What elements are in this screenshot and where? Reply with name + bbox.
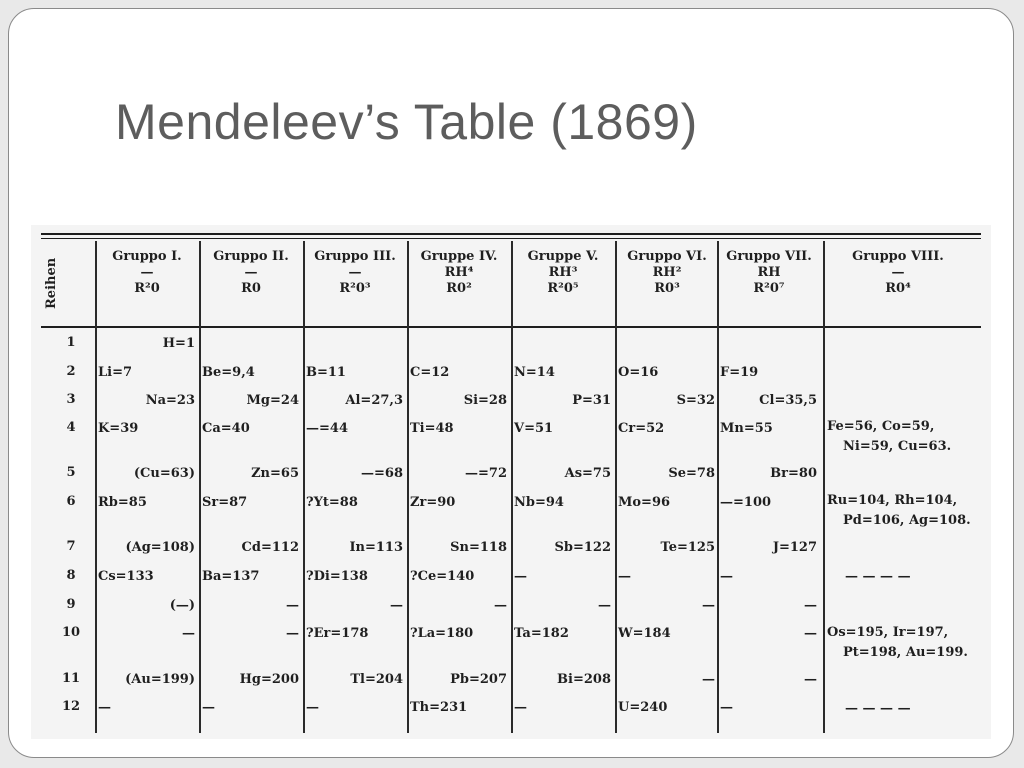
element-cell: H=1 xyxy=(162,336,195,351)
group-header xyxy=(717,249,821,297)
header-oxide: R0 xyxy=(241,281,261,296)
header-hydride: RH³ xyxy=(548,265,578,280)
reihen-label: Reihen xyxy=(44,257,59,309)
element-cell: ?Er=178 xyxy=(306,626,369,641)
element-cell: Br=80 xyxy=(770,466,817,481)
header-oxide: R²0⁷ xyxy=(753,281,785,296)
element-cell: Ta=182 xyxy=(514,626,569,641)
header-hydride: RH² xyxy=(652,265,682,280)
header-hydride: — xyxy=(244,265,258,280)
column-divider xyxy=(303,241,305,733)
group-header xyxy=(303,249,407,297)
column-divider xyxy=(511,241,513,733)
header-oxide: R0² xyxy=(446,281,472,296)
element-cell: Zn=65 xyxy=(251,466,299,481)
element-cell: Sb=122 xyxy=(554,540,611,555)
row-number: 1 xyxy=(66,335,76,350)
column-divider xyxy=(717,241,719,733)
element-cell: — xyxy=(306,700,319,715)
row-number: 6 xyxy=(66,494,76,509)
element-cell: ?Yt=88 xyxy=(306,495,358,510)
element-cell: F=19 xyxy=(720,365,759,380)
element-cell: — xyxy=(514,569,527,584)
element-cell: P=31 xyxy=(572,393,611,408)
header-name: Gruppo VIII. xyxy=(852,249,944,264)
column-divider xyxy=(95,241,97,733)
element-cell: B=11 xyxy=(306,365,346,380)
element-cell: Bi=208 xyxy=(557,672,611,687)
element-cell: (Ag=108) xyxy=(125,540,195,555)
row-number: 9 xyxy=(66,597,76,612)
row-number: 3 xyxy=(66,392,76,407)
element-cell: ?Ce=140 xyxy=(410,569,475,584)
element-cell: — xyxy=(182,626,195,641)
group-header xyxy=(833,249,963,297)
header-name: Gruppo VI. xyxy=(627,249,707,264)
element-cell: As=75 xyxy=(564,466,611,481)
header-name: Gruppo II. xyxy=(213,249,289,264)
group-header xyxy=(615,249,719,297)
element-cell: ?Di=138 xyxy=(306,569,368,584)
header-oxide: R²0³ xyxy=(339,281,371,296)
row-number: 7 xyxy=(66,539,76,554)
header-name: Gruppo VII. xyxy=(726,249,812,264)
group8-entry: — — — — xyxy=(845,569,911,584)
element-cell: — xyxy=(804,672,817,687)
element-cell: Cl=35,5 xyxy=(759,393,817,408)
element-cell: (Cu=63) xyxy=(133,466,195,481)
header-name: Gruppo III. xyxy=(314,249,396,264)
header-oxide: R0⁴ xyxy=(885,281,911,296)
element-cell: Cd=112 xyxy=(241,540,299,555)
element-cell: S=32 xyxy=(676,393,715,408)
element-cell: —=72 xyxy=(465,466,507,481)
element-cell: — xyxy=(98,700,111,715)
header-name: Gruppe IV. xyxy=(420,249,498,264)
element-cell: K=39 xyxy=(98,421,139,436)
element-cell: — xyxy=(202,700,215,715)
element-cell: Li=7 xyxy=(98,365,133,380)
element-cell: — xyxy=(286,598,299,613)
group8-entry: Os=195, Ir=197, xyxy=(827,625,949,640)
row-number: 2 xyxy=(66,364,76,379)
column-divider xyxy=(407,241,409,733)
element-cell: — xyxy=(720,569,733,584)
element-cell: Na=23 xyxy=(145,393,195,408)
group-header xyxy=(511,249,615,297)
group8-entry: Ni=59, Cu=63. xyxy=(843,439,952,454)
header-hydride: — xyxy=(348,265,362,280)
element-cell: Mn=55 xyxy=(720,421,773,436)
element-cell: Th=231 xyxy=(410,700,468,715)
row-number: 8 xyxy=(66,568,76,583)
element-cell: Tl=204 xyxy=(350,672,403,687)
element-cell: Pb=207 xyxy=(450,672,507,687)
element-cell: Al=27,3 xyxy=(345,393,403,408)
row-number: 12 xyxy=(61,699,81,714)
group8-entry: Ru=104, Rh=104, xyxy=(827,493,958,508)
group8-entry: Pd=106, Ag=108. xyxy=(843,513,971,528)
header-hydride: RH xyxy=(757,265,781,280)
element-cell: Nb=94 xyxy=(514,495,564,510)
header-name: Gruppe V. xyxy=(527,249,599,264)
element-cell: Hg=200 xyxy=(239,672,299,687)
group-header xyxy=(199,249,303,297)
row-number: 10 xyxy=(61,625,81,640)
element-cell: — xyxy=(804,598,817,613)
row-number: 11 xyxy=(61,671,81,686)
header-hydride: — xyxy=(140,265,154,280)
element-cell: —=68 xyxy=(361,466,403,481)
element-cell: — xyxy=(804,626,817,641)
element-cell: —=100 xyxy=(720,495,772,510)
element-cell: Zr=90 xyxy=(410,495,456,510)
header-name: Gruppo I. xyxy=(112,249,182,264)
header-oxide: R²0 xyxy=(134,281,160,296)
element-cell: Se=78 xyxy=(668,466,715,481)
header-hydride: — xyxy=(891,265,905,280)
element-cell: In=113 xyxy=(349,540,403,555)
element-cell: Ca=40 xyxy=(202,421,250,436)
element-cell: Cr=52 xyxy=(618,421,665,436)
element-cell: — xyxy=(514,700,527,715)
element-cell: Sn=118 xyxy=(450,540,507,555)
column-divider xyxy=(615,241,617,733)
element-cell: — xyxy=(390,598,403,613)
header-hydride: RH⁴ xyxy=(444,265,474,280)
group8-entry: Pt=198, Au=199. xyxy=(843,645,968,660)
element-cell: O=16 xyxy=(618,365,659,380)
header-oxide: R²0⁵ xyxy=(547,281,579,296)
group8-entry: Fe=56, Co=59, xyxy=(827,419,935,434)
element-cell: — xyxy=(494,598,507,613)
group-header xyxy=(407,249,511,297)
element-cell: — xyxy=(286,626,299,641)
element-cell: W=184 xyxy=(618,626,671,641)
row-number: 5 xyxy=(66,465,76,480)
group-header xyxy=(95,249,199,297)
element-cell: C=12 xyxy=(410,365,450,380)
row-number: 4 xyxy=(66,420,76,435)
element-cell: — xyxy=(702,672,715,687)
element-cell: (Au=199) xyxy=(125,672,195,687)
column-divider xyxy=(823,241,825,733)
element-cell: U=240 xyxy=(618,700,668,715)
group8-entry: — — — — xyxy=(845,701,911,716)
column-divider xyxy=(199,241,201,733)
element-cell: Mo=96 xyxy=(618,495,671,510)
element-cell: Si=28 xyxy=(463,393,507,408)
element-cell: (—) xyxy=(169,598,195,613)
element-cell: —=44 xyxy=(306,421,348,436)
element-cell: Rb=85 xyxy=(98,495,147,510)
element-cell: Ba=137 xyxy=(202,569,260,584)
top-rule-thin xyxy=(41,238,981,239)
element-cell: Sr=87 xyxy=(202,495,248,510)
element-cell: ?La=180 xyxy=(410,626,474,641)
element-cell: — xyxy=(598,598,611,613)
element-cell: Te=125 xyxy=(660,540,715,555)
slide-title: Mendeleev’s Table (1869) xyxy=(115,94,698,150)
element-cell: V=51 xyxy=(514,421,554,436)
top-rule xyxy=(41,233,981,235)
periodic-table-image xyxy=(31,225,991,739)
element-cell: — xyxy=(720,700,733,715)
element-cell: J=127 xyxy=(772,540,817,555)
element-cell: Mg=24 xyxy=(246,393,299,408)
element-cell: Cs=133 xyxy=(98,569,154,584)
element-cell: — xyxy=(702,598,715,613)
slide xyxy=(8,8,1014,758)
element-cell: N=14 xyxy=(514,365,555,380)
element-cell: Ti=48 xyxy=(410,421,454,436)
header-oxide: R0³ xyxy=(654,281,680,296)
element-cell: Be=9,4 xyxy=(202,365,255,380)
element-cell: — xyxy=(618,569,631,584)
